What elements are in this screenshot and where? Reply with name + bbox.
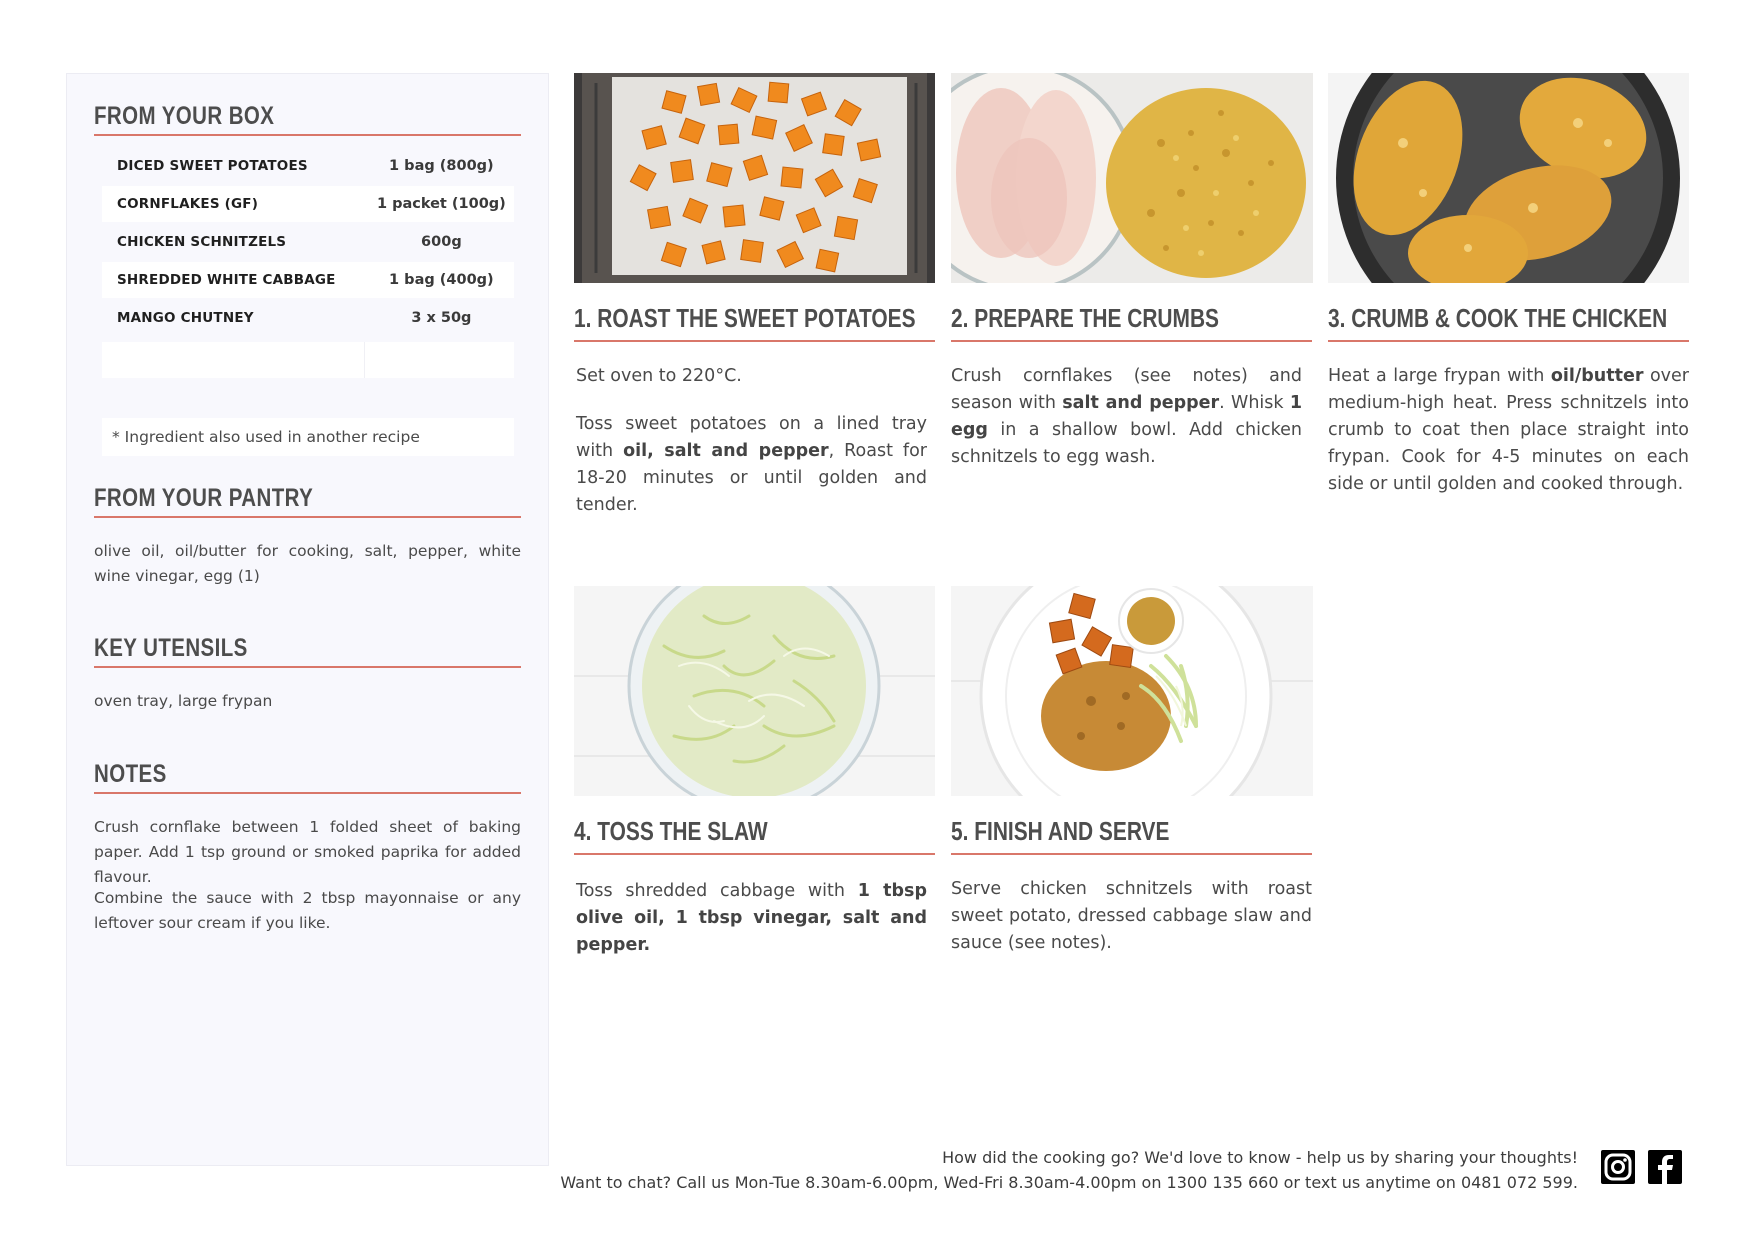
step-3-photo xyxy=(1328,73,1689,283)
step-1-text xyxy=(576,363,927,390)
notes-title: NOTES xyxy=(94,760,167,788)
footer-feedback-text: How did the cooking go? We'd love to know - help us by sharing your thoughts! xyxy=(942,1148,1578,1167)
step-1-text-part: , Roast for 18-20 minutes or until golden and tender. xyxy=(576,441,927,515)
step-5-text-part: Serve chicken schnitzels with roast sweet potato, dressed cabbage slaw and sauce (see notes). xyxy=(951,879,1312,953)
step-3-text-part: over medium-high heat. Press schnitzels into crumb to coat then place straight into frypan. Cook for 4-5 minutes on each side or until golden and cooked through. xyxy=(1328,366,1689,494)
facebook-icon[interactable] xyxy=(1647,1149,1683,1185)
ingredient-row xyxy=(102,262,514,298)
instagram-icon[interactable] xyxy=(1600,1149,1636,1185)
step-2-text-part: in a shallow bowl. Add chicken schnitzels to egg wash. xyxy=(951,420,1302,467)
step-2-title: 2. PREPARE THE CRUMBS xyxy=(951,305,1219,333)
step-4-text-bold: 1 tbsp olive oil, 1 tbsp vinegar, salt and pepper. xyxy=(576,881,928,955)
ingredient-row xyxy=(102,224,514,260)
step-1-text xyxy=(576,411,927,519)
ingredient-name: CORNFLAKES (GF) xyxy=(117,196,259,212)
section-divider xyxy=(94,516,521,518)
ingredient-row xyxy=(102,186,514,222)
from-your-pantry-title: FROM YOUR PANTRY xyxy=(94,484,314,512)
step-2-text-part: Crush cornflakes (see notes) and season with xyxy=(951,366,1302,413)
step-1-text-part: Set oven to 220°C. xyxy=(576,366,742,386)
utensils-text: oven tray, large frypan xyxy=(94,692,273,710)
step-4-photo xyxy=(574,586,935,796)
empty-ingredient-row xyxy=(102,342,514,378)
step-3-text-bold: oil/butter xyxy=(1550,366,1644,386)
ingredient-name: DICED SWEET POTATOES xyxy=(117,158,308,174)
ingredient-name: SHREDDED WHITE CABBAGE xyxy=(117,272,336,288)
from-your-box-title: FROM YOUR BOX xyxy=(94,102,275,130)
ingredient-qty: 1 packet (100g) xyxy=(376,196,506,212)
step-2-text-part: . Whisk xyxy=(1219,393,1290,413)
step-3-text-part: Heat a large frypan with xyxy=(1328,366,1551,386)
step-4-title: 4. TOSS THE SLAW xyxy=(574,818,768,846)
step-1-text-part: Toss sweet potatoes on a lined tray with xyxy=(576,414,927,461)
step-divider xyxy=(951,853,1312,855)
ingredients-sidebar xyxy=(66,73,549,1166)
ingredient-qty: 3 x 50g xyxy=(411,310,472,326)
ingredient-qty: 1 bag (800g) xyxy=(389,158,494,174)
section-divider xyxy=(94,666,521,668)
pantry-text: olive oil, oil/butter for cooking, salt, pepper, white wine vinegar, egg (1) xyxy=(94,542,521,585)
step-divider xyxy=(574,853,935,855)
note-paragraph: Combine the sauce with 2 tbsp mayonnaise or any leftover sour cream if you like. xyxy=(94,889,521,932)
step-1-photo xyxy=(574,73,935,283)
step-3-title: 3. CRUMB & COOK THE CHICKEN xyxy=(1328,305,1668,333)
key-utensils-title: KEY UTENSILS xyxy=(94,634,248,662)
ingredient-row xyxy=(102,148,514,184)
footer-contact-text: Want to chat? Call us Mon-Tue 8.30am-6.00pm, Wed-Fri 8.30am-4.00pm on 1300 135 660 or text us anytime on 0481 072 599. xyxy=(560,1173,1578,1192)
step-5-text xyxy=(951,876,1312,957)
step-divider xyxy=(951,340,1312,342)
step-2-text xyxy=(951,363,1302,471)
ingredient-row xyxy=(102,300,514,336)
step-5-photo xyxy=(951,586,1313,796)
step-2-text-bold: salt and pepper xyxy=(1062,393,1220,413)
ingredient-name: CHICKEN SCHNITZELS xyxy=(117,234,287,250)
step-4-text xyxy=(576,878,927,959)
ingredient-name: MANGO CHUTNEY xyxy=(117,310,254,326)
note-paragraph: Crush cornflake between 1 folded sheet of baking paper. Add 1 tsp ground or smoked paprika for added flavour. xyxy=(94,818,521,886)
step-2-text-bold: 1 egg xyxy=(951,393,1302,440)
step-2-photo xyxy=(951,73,1313,283)
section-divider xyxy=(94,792,521,794)
step-1-text-bold: oil, salt and pepper xyxy=(623,441,829,461)
step-divider xyxy=(1328,340,1689,342)
ingredient-note: * Ingredient also used in another recipe xyxy=(102,418,514,456)
ingredient-qty: 600g xyxy=(421,234,462,250)
step-5-title: 5. FINISH AND SERVE xyxy=(951,818,1170,846)
section-divider xyxy=(94,134,521,136)
step-1-title: 1. ROAST THE SWEET POTATOES xyxy=(574,305,916,333)
step-divider xyxy=(574,340,935,342)
ingredient-qty: 1 bag (400g) xyxy=(389,272,494,288)
step-4-text-part: Toss shredded cabbage with xyxy=(576,881,858,901)
step-3-text xyxy=(1328,363,1689,498)
